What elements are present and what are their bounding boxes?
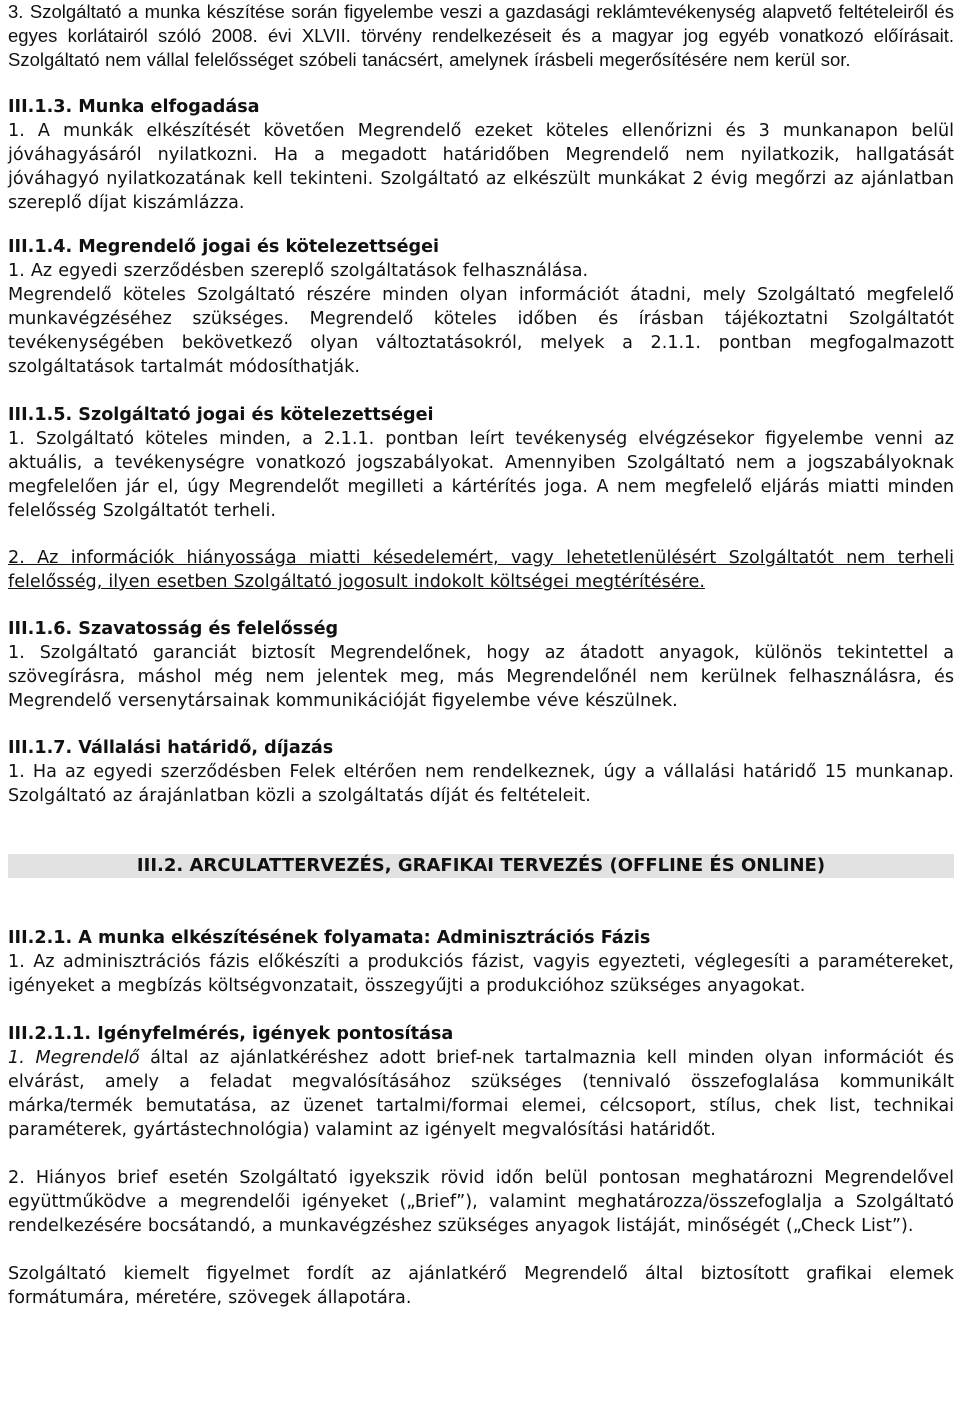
section-heading-1-3: III.1.3. Munka elfogadása — [8, 97, 260, 117]
chapter-banner: III.2. ARCULATTERVEZÉS, GRAFIKAI TERVEZÉS (OFFLINE ÉS ONLINE) — [8, 854, 954, 878]
document-page — [8, 0, 954, 1310]
section-heading-1-6: III.1.6. Szavatosság és felelősség — [8, 619, 339, 639]
section-heading-1-4: III.1.4. Megrendelő jogai és kötelezettségei — [8, 237, 440, 257]
section-1-4-paragraph-1: 1. Az egyedi szerződésben szereplő szolgáltatások felhasználása. — [8, 261, 589, 281]
section-1-5-paragraph-2: 2. Az információk hiányossága miatti késedelemért, vagy lehetetlenülésért Szolgáltatót nem terheli felelősség, ilyen esetben Szolgáltató jogosult indokolt költségei megtérítésére. — [8, 548, 954, 592]
section-2-1-1-paragraph-1 — [8, 1046, 954, 1142]
paragraph-rest: által az ajánlatkéréshez adott brief-nek tartalmaznia kell minden olyan információt és elvárást, amely a feladat megvalósításához szükséges (tennivaló összefoglalása kommunikált márka/termék bemutatása, az üzenet tartalmi/formai elemei, célcsoport, stílus, chek list, technikai paraméterek, gyártástechnológia) valamint az igényelt megvalósítási határidőt. — [8, 1048, 955, 1140]
section-2-1-1-paragraph-2: 2. Hiányos brief esetén Szolgáltató igyekszik rövid időn belül pontosan meghatározni Megrendelővel együttműködve a megrendelői igényeket („Brief”), valamint meghatározza/összefoglalja a Szolgáltató rendelkezésére bocsátandó, a munkavégzéshez szükséges anyagok listáját, minőségét („Check List”). — [8, 1168, 954, 1236]
section-heading-2-1: III.2.1. A munka elkészítésének folyamata: Adminisztrációs Fázis — [8, 928, 651, 948]
section-2-1-paragraph: 1. Az adminisztrációs fázis előkészíti a produkciós fázist, vagyis egyezteti, véglegesíti a paramétereket, igényeket a megbízás költségvonzatait, összegyűjti a produkcióhoz szükséges anyagokat. — [8, 952, 954, 996]
section-2-1-1-paragraph-3: Szolgáltató kiemelt figyelmet fordít az ajánlatkérő Megrendelő által biztosított grafikai elemek formátumára, méretére, szövegek állapotára. — [8, 1264, 954, 1308]
section-1-6-paragraph: 1. Szolgáltató garanciát biztosít Megrendelőnek, hogy az átadott anyagok, különös tekintettel a szövegírásra, máshol még nem jelentek meg, más Megrendelőnél nem kerülnek felhasználásra, és Megrendelő versenytársainak kommunikációját figyelembe véve készülnek. — [8, 643, 954, 711]
section-heading-1-7: III.1.7. Vállalási határidő, díjazás — [8, 738, 334, 758]
section-heading-1-5: III.1.5. Szolgáltató jogai és kötelezettségei — [8, 405, 434, 425]
section-1-5-paragraph-1: 1. Szolgáltató köteles minden, a 2.1.1. pontban leírt tevékenység elvégzésekor figyelembe venni az aktuális, a tevékenységre vonatkozó jogszabályokat. Amennyiben Szolgáltató nem a jogszabályoknak megfelelően jár el, úgy Megrendelőt megilleti a kártérítés joga. A nem megfelelő eljárás miatti minden felelősség Szolgáltatót terheli. — [8, 429, 954, 521]
section-heading-2-1-1: III.2.1.1. Igényfelmérés, igények pontosítása — [8, 1024, 454, 1044]
section-1-7-paragraph: 1. Ha az egyedi szerződésben Felek eltérően nem rendelkeznek, úgy a vállalási határidő 15 munkanap. Szolgáltató az árajánlatban közli a szolgáltatás díját és feltételeit. — [8, 762, 954, 806]
section-1-3-paragraph: 1. A munkák elkészítését követően Megrendelő ezeket köteles ellenőrizni és 3 munkanapon belül jóváhagyásáról nyilatkozni. Ha a megadott határidőben Megrendelő nem nyilatkozik, hallgatását jóváhagyó nyilatkozatának kell tekinteni. Szolgáltató az elkészült munkákat 2 évig megőrzi az ajánlatban szereplő díjat kiszámlázza. — [8, 121, 954, 213]
italic-lead: 1. Megrendelő — [8, 1048, 140, 1068]
intro-paragraph-3: 3. Szolgáltató a munka készítése során figyelembe veszi a gazdasági reklámtevékenység alapvető feltételeiről és egyes korlátairól szóló 2008. évi XLVII. törvény rendelkezéseit és a magyar jog egyéb vonatkozó előírásait. Szolgáltató nem vállal felelősséget szóbeli tanácsért, amelynek írásbeli megerősítésére nem kerül sor. — [8, 1, 954, 70]
section-1-4-paragraph-2: Megrendelő köteles Szolgáltató részére minden olyan információt átadni, mely Szolgáltató megfelelő munkavégzéséhez szükséges. Megrendelő köteles időben és írásban tájékoztatni Szolgáltatót tevékenységében bekövetkező olyan változtatásokról, melyek a 2.1.1. pontban megfogalmazott szolgáltatások tartalmát módosíthatják. — [8, 285, 954, 377]
